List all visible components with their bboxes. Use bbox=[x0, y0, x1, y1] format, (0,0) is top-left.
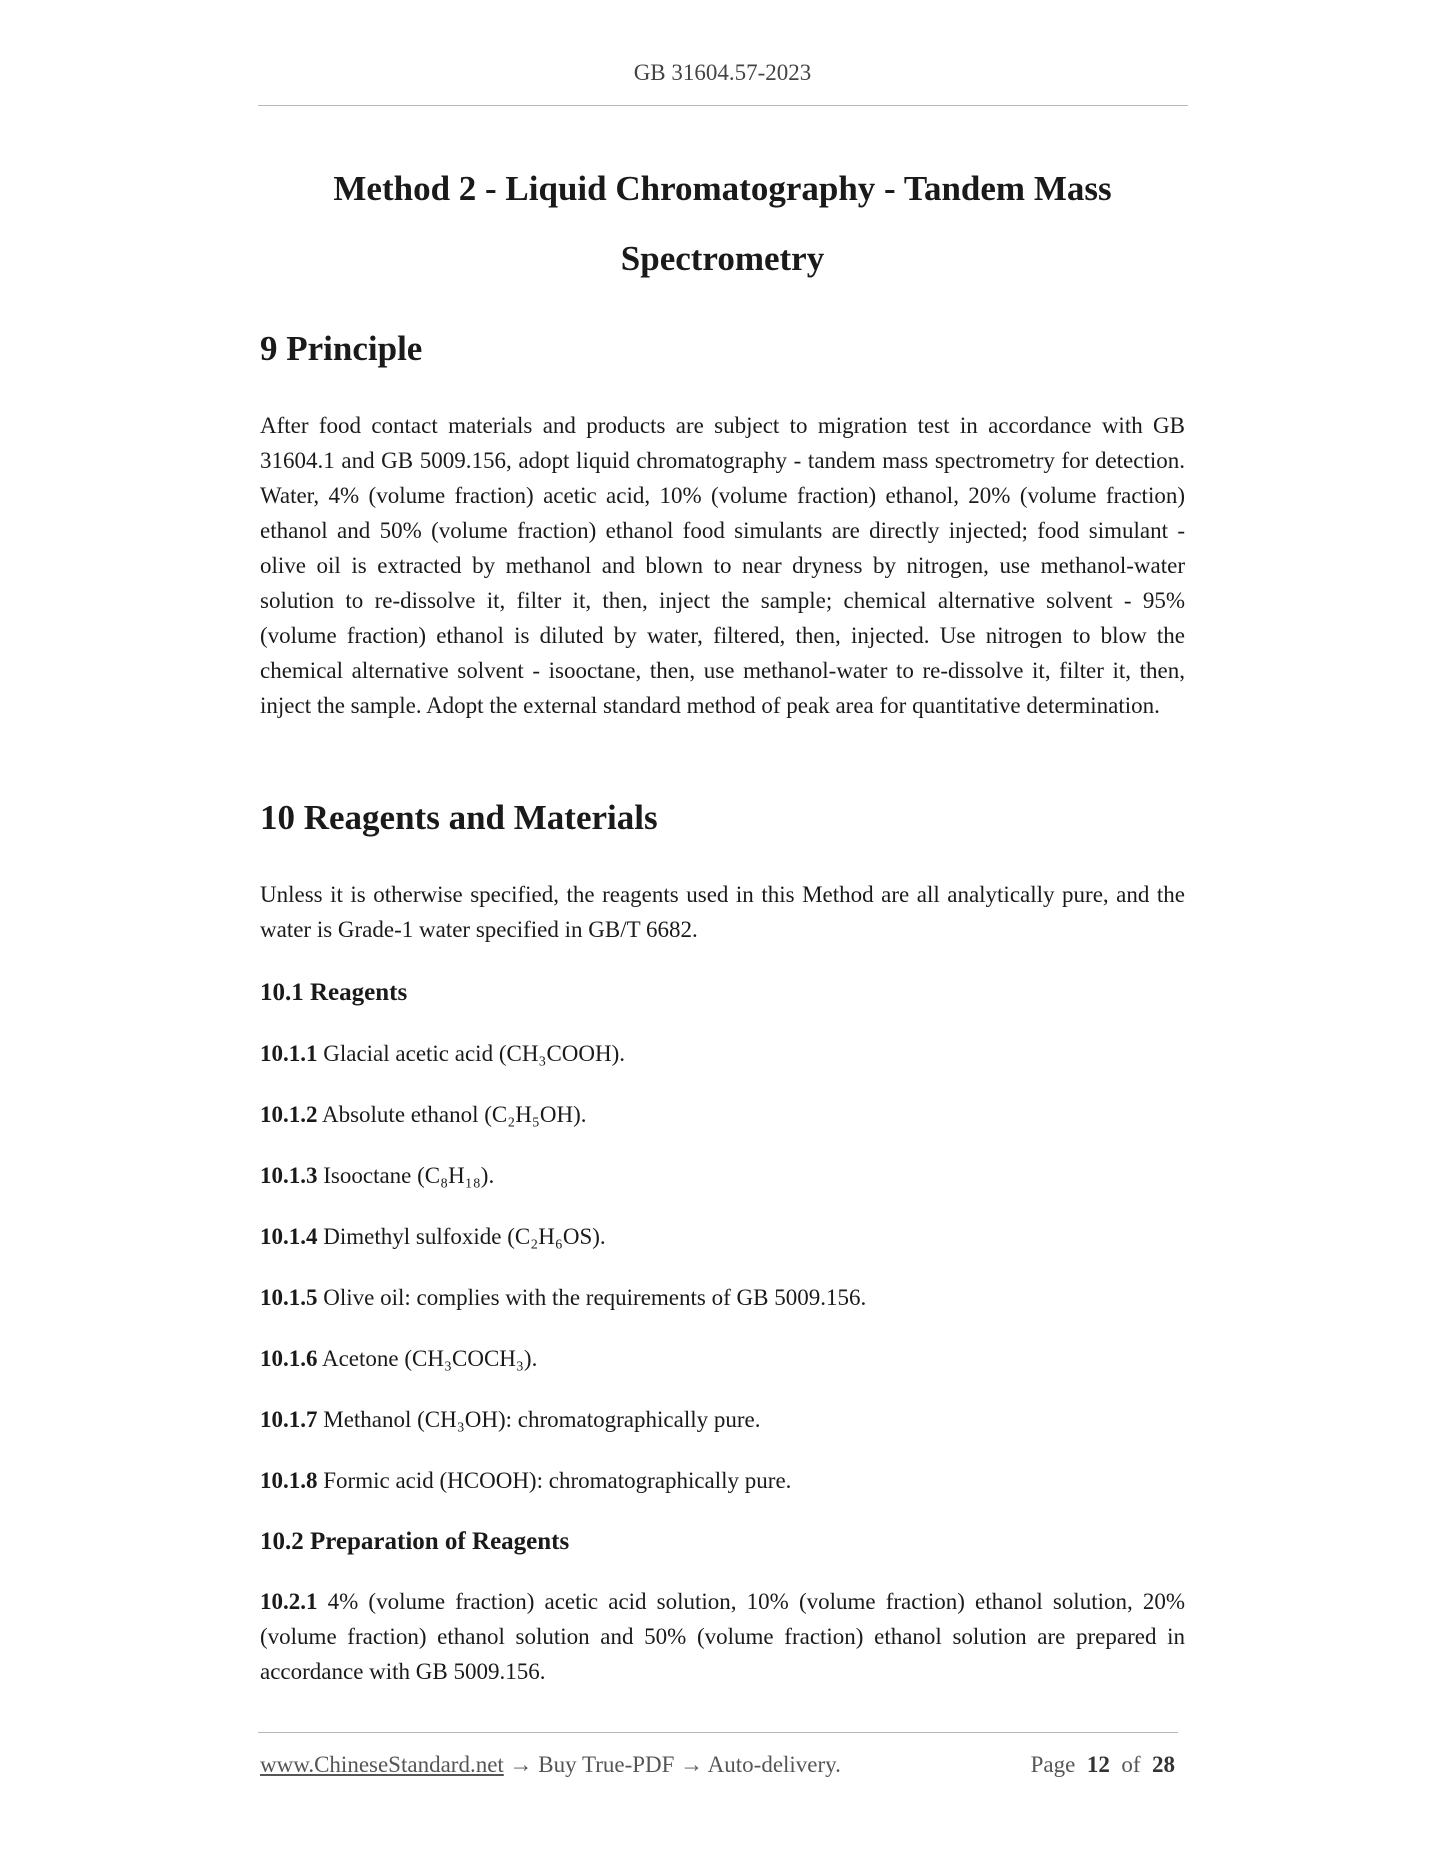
reagent-text: Acetone (CH₃COCH₃). bbox=[321, 1346, 538, 1371]
footer-tagline: → Buy True-PDF → Auto-delivery. bbox=[509, 1752, 841, 1777]
reagent-item bbox=[260, 1038, 1185, 1070]
page-number bbox=[1031, 1752, 1175, 1778]
website-link[interactable]: www.ChineseStandard.net bbox=[260, 1752, 504, 1777]
reagent-text: Formic acid (HCOOH): chromatographically pure. bbox=[323, 1468, 792, 1493]
preparation-number: 10.2.1 bbox=[260, 1589, 318, 1614]
page-total: 28 bbox=[1152, 1752, 1175, 1777]
reagent-text: Olive oil: complies with the requirements of GB 5009.156. bbox=[323, 1285, 867, 1310]
preparation-text: 4% (volume fraction) acetic acid solution, 10% (volume fraction) ethanol solution, 20% (volume fraction) ethanol solution and 50% (volume fraction) ethanol solution are prepared in accordance with GB 5009.156. bbox=[260, 1589, 1186, 1684]
reagent-number: 10.1.8 bbox=[260, 1468, 318, 1493]
reagent-item bbox=[260, 1099, 1185, 1131]
page-of-label: of bbox=[1121, 1752, 1141, 1777]
footer-divider bbox=[258, 1732, 1178, 1733]
reagent-text: Methanol (CH₃OH): chromatographically pure. bbox=[323, 1407, 761, 1432]
reagent-item bbox=[260, 1160, 1185, 1192]
reagent-number: 10.1.3 bbox=[260, 1163, 318, 1188]
preparation-item bbox=[260, 1584, 1185, 1689]
reagent-number: 10.1.2 bbox=[260, 1102, 318, 1127]
reagent-item bbox=[260, 1221, 1185, 1253]
reagent-number: 10.1.7 bbox=[260, 1407, 318, 1432]
page-current: 12 bbox=[1086, 1752, 1110, 1777]
reagent-text: Dimethyl sulfoxide (C₂H₆OS). bbox=[323, 1224, 606, 1249]
reagent-text: Isooctane (C₈H₁₈). bbox=[323, 1163, 495, 1188]
reagent-item bbox=[260, 1465, 1185, 1497]
reagent-number: 10.1.4 bbox=[260, 1224, 318, 1249]
reagents-materials-paragraph: Unless it is otherwise specified, the reagents used in this Method are all analytically pure, and the water is Grade-1 water specified in GB/T 6682. bbox=[260, 882, 1185, 942]
reagent-number: 10.1.1 bbox=[260, 1041, 318, 1066]
document-code-header: GB 31604.57-2023 bbox=[633, 60, 812, 85]
subsection-heading-preparation: 10.2 Preparation of Reagents bbox=[260, 1528, 570, 1555]
reagent-item bbox=[260, 1282, 1185, 1314]
principle-paragraph: After food contact materials and products are subject to migration test in accordance with GB 31604.1 and GB 5009.156, adopt liquid chromatography - tandem mass spectrometry for detection. Water, 4% (volume fraction) acetic acid, 10% (volume fraction) ethanol, 20% (volume fraction) ethanol and 50% (volume fraction) ethanol food simulants are directly injected; food simulant - olive oil is extracted by methanol and blown to near dryness by nitrogen, use methanol-water solution to re-dissolve it, filter it, then, inject the sample; chemical alternative solvent - 95% (volume fraction) ethanol is diluted by water, filtered, then, injected. Use nitrogen to blow the chemical alternative solvent - isooctane, then, use methanol-water to re-dissolve it, filter it, then, inject the sample. Adopt the external standard method of peak area for quantitative determination. bbox=[260, 413, 1185, 718]
subsection-heading-reagents: 10.1 Reagents bbox=[260, 979, 408, 1006]
section-heading-principle: 9 Principle bbox=[260, 329, 423, 368]
reagent-text: Glacial acetic acid (CH₃COOH). bbox=[323, 1041, 626, 1066]
method-title: Method 2 - Liquid Chromatography - Tandem Mass Spectrometry bbox=[333, 169, 1112, 278]
footer-left bbox=[260, 1752, 841, 1778]
reagent-number: 10.1.6 bbox=[260, 1346, 318, 1371]
reagent-item bbox=[260, 1343, 1185, 1375]
reagent-text: Absolute ethanol (C₂H₅OH). bbox=[321, 1102, 587, 1127]
reagent-item bbox=[260, 1404, 1185, 1436]
page-label: Page bbox=[1030, 1752, 1076, 1777]
reagent-number: 10.1.5 bbox=[260, 1285, 318, 1310]
header-divider bbox=[258, 105, 1188, 106]
section-heading-reagents-materials: 10 Reagents and Materials bbox=[260, 798, 658, 837]
